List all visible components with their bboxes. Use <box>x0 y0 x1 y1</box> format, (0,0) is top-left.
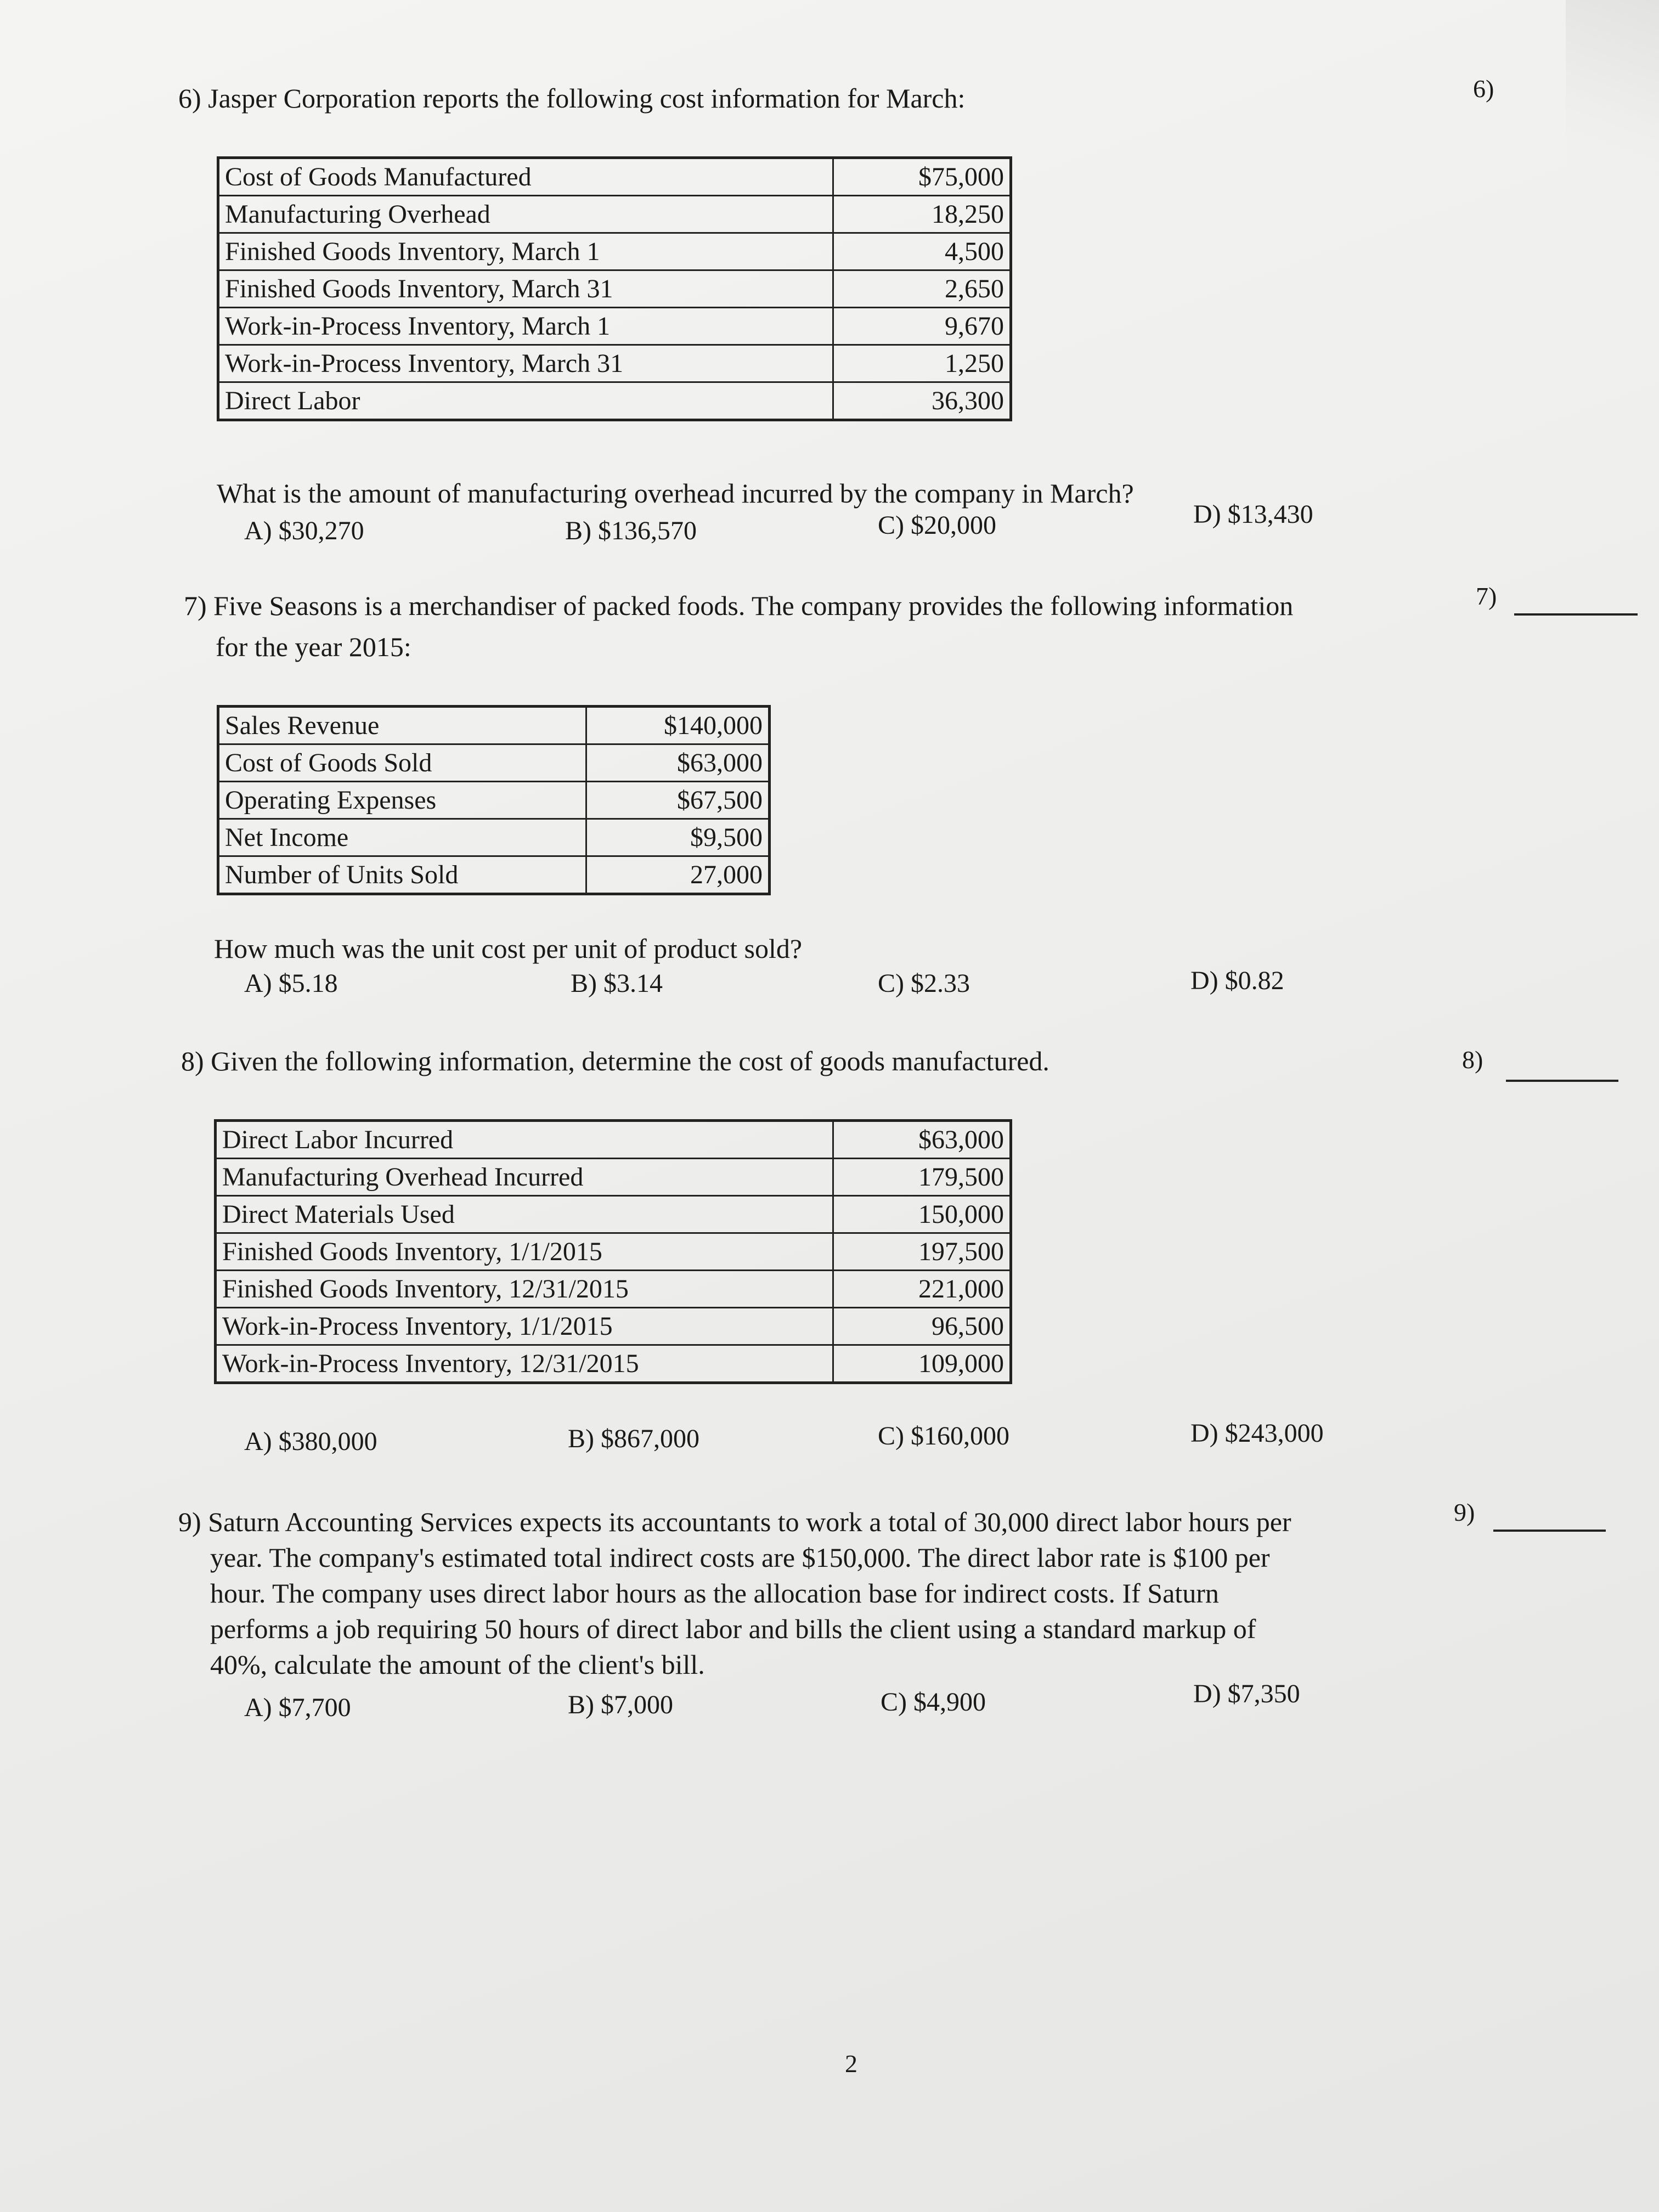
q7-option-b: B) $3.14 <box>571 969 663 998</box>
q8-option-d: D) $243,000 <box>1190 1419 1324 1448</box>
table-cell-item: Work-in-Process Inventory, March 1 <box>218 308 833 345</box>
table-cell-item: Work-in-Process Inventory, 12/31/2015 <box>216 1345 833 1383</box>
q9-option-b: B) $7,000 <box>568 1690 673 1719</box>
table-row <box>218 819 770 856</box>
table-cell-value: $9,500 <box>586 819 770 856</box>
table-row <box>216 1345 1011 1383</box>
table-cell-value: 27,000 <box>586 856 770 894</box>
q7-margin-number: 7) <box>1476 582 1497 610</box>
table-row <box>218 308 1011 345</box>
table-cell-value: 36,300 <box>833 382 1011 420</box>
table-cell-value: 150,000 <box>833 1196 1011 1233</box>
q8-option-c: C) $160,000 <box>878 1421 1009 1451</box>
table-cell-item: Number of Units Sold <box>218 856 586 894</box>
table-cell-value: 221,000 <box>833 1271 1011 1308</box>
q8-heading: 8) Given the following information, determine the cost of goods manufactured. <box>181 1046 1049 1076</box>
table-cell-item: Finished Goods Inventory, March 31 <box>218 270 833 308</box>
table-cell-item: Manufacturing Overhead <box>218 196 833 233</box>
q7-option-c: C) $2.33 <box>878 969 970 998</box>
table-cell-item: Work-in-Process Inventory, March 31 <box>218 345 833 382</box>
table-cell-item: Finished Goods Inventory, 12/31/2015 <box>216 1271 833 1308</box>
q9-text-line-2: year. The company's estimated total indirect costs are $150,000. The direct labor rate is $100 per <box>210 1542 1270 1573</box>
q9-text-line-3: hour. The company uses direct labor hours as the allocation base for indirect costs. If Saturn <box>210 1578 1219 1609</box>
q9-text-line-4: performs a job requiring 50 hours of direct labor and bills the client using a standard markup of <box>210 1613 1256 1644</box>
table-cell-item: Finished Goods Inventory, 1/1/2015 <box>216 1233 833 1271</box>
q9-text-line-5: 40%, calculate the amount of the client's bill. <box>210 1649 705 1680</box>
q6-option-c: C) $20,000 <box>878 511 996 540</box>
table-row <box>218 782 770 819</box>
table-row <box>218 345 1011 382</box>
table-row <box>218 270 1011 308</box>
table-row <box>218 707 770 744</box>
table-row <box>216 1159 1011 1196</box>
table-cell-value: 2,650 <box>833 270 1011 308</box>
q6-heading: 6) Jasper Corporation reports the following cost information for March: <box>178 83 966 114</box>
table-cell-value: $67,500 <box>586 782 770 819</box>
page-number: 2 <box>845 2050 857 2078</box>
q8-option-b: B) $867,000 <box>568 1424 699 1453</box>
table-cell-item: Direct Labor <box>218 382 833 420</box>
table-row <box>218 196 1011 233</box>
table-cell-item: Sales Revenue <box>218 707 586 744</box>
table-cell-item: Manufacturing Overhead Incurred <box>216 1159 833 1196</box>
table-cell-value: $63,000 <box>586 744 770 782</box>
q9-text-line-1: 9) Saturn Accounting Services expects its accountants to work a total of 30,000 direct labor hours per <box>178 1506 1291 1537</box>
q8-margin-number: 8) <box>1462 1046 1483 1074</box>
q8-cost-table <box>214 1119 1012 1384</box>
table-cell-value: 109,000 <box>833 1345 1011 1383</box>
q9-answer-blank[interactable] <box>1493 1530 1606 1532</box>
table-cell-item: Work-in-Process Inventory, 1/1/2015 <box>216 1308 833 1345</box>
q9-option-a: A) $7,700 <box>244 1693 351 1722</box>
table-cell-value: 197,500 <box>833 1233 1011 1271</box>
table-row <box>216 1121 1011 1159</box>
table-cell-item: Finished Goods Inventory, March 1 <box>218 233 833 270</box>
table-cell-value: $75,000 <box>833 158 1011 196</box>
q6-margin-number: 6) <box>1473 75 1494 103</box>
table-cell-value: 9,670 <box>833 308 1011 345</box>
q6-option-b: B) $136,570 <box>565 516 697 545</box>
table-row <box>218 382 1011 420</box>
table-cell-value: 4,500 <box>833 233 1011 270</box>
table-cell-value: $140,000 <box>586 707 770 744</box>
table-row <box>218 856 770 894</box>
q7-answer-blank[interactable] <box>1514 613 1638 616</box>
table-cell-item: Operating Expenses <box>218 782 586 819</box>
table-row <box>216 1233 1011 1271</box>
table-cell-item: Cost of Goods Manufactured <box>218 158 833 196</box>
table-row <box>216 1308 1011 1345</box>
q7-option-d: D) $0.82 <box>1190 966 1284 995</box>
table-cell-item: Direct Materials Used <box>216 1196 833 1233</box>
q9-option-d: D) $7,350 <box>1193 1679 1300 1708</box>
q6-option-d: D) $13,430 <box>1193 500 1313 529</box>
q6-option-a: A) $30,270 <box>244 516 364 545</box>
page-curl <box>1566 0 1659 208</box>
q9-option-c: C) $4,900 <box>881 1688 986 1717</box>
q7-heading: 7) Five Seasons is a merchandiser of packed foods. The company provides the following information <box>184 590 1294 621</box>
table-row <box>216 1271 1011 1308</box>
q7-option-a: A) $5.18 <box>244 969 338 998</box>
q7-heading-continued: for the year 2015: <box>216 631 411 662</box>
q6-cost-table <box>217 156 1012 421</box>
table-cell-value: $63,000 <box>833 1121 1011 1159</box>
table-cell-value: 18,250 <box>833 196 1011 233</box>
q8-option-a: A) $380,000 <box>244 1427 377 1456</box>
q6-question: What is the amount of manufacturing overhead incurred by the company in March? <box>217 478 1134 509</box>
table-cell-value: 179,500 <box>833 1159 1011 1196</box>
table-cell-value: 96,500 <box>833 1308 1011 1345</box>
table-cell-item: Net Income <box>218 819 586 856</box>
table-row <box>216 1196 1011 1233</box>
q7-info-table <box>217 705 771 895</box>
q7-question: How much was the unit cost per unit of product sold? <box>214 933 803 964</box>
table-cell-value: 1,250 <box>833 345 1011 382</box>
table-row <box>218 158 1011 196</box>
table-row <box>218 233 1011 270</box>
table-cell-item: Direct Labor Incurred <box>216 1121 833 1159</box>
q8-answer-blank[interactable] <box>1506 1080 1618 1082</box>
table-row <box>218 744 770 782</box>
table-cell-item: Cost of Goods Sold <box>218 744 586 782</box>
q9-margin-number: 9) <box>1454 1498 1475 1526</box>
